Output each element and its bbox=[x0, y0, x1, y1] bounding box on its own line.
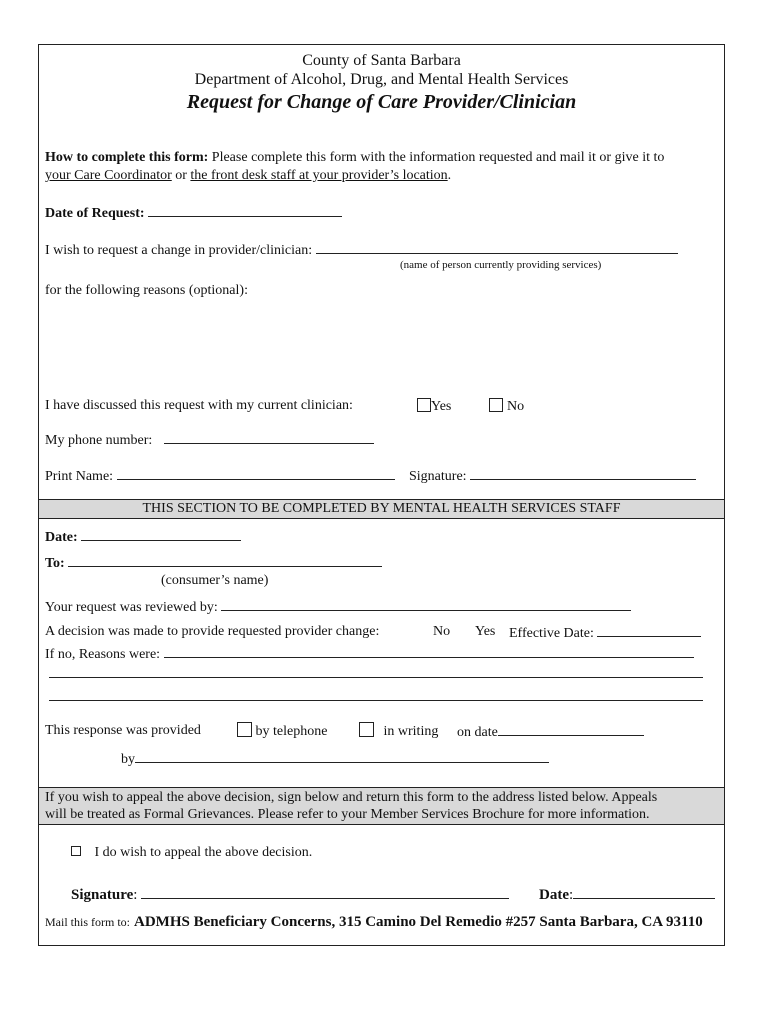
appeal-text-line-2: will be treated as Formal Grievances. Please refer to your Member Services Brochure for more information. bbox=[45, 807, 650, 822]
reviewed-label: Your request was reviewed by: bbox=[45, 600, 218, 615]
reasons-field[interactable] bbox=[45, 303, 715, 391]
consumer-name-hint: (consumer’s name) bbox=[161, 573, 269, 588]
current-provider-hint: (name of person currently providing services) bbox=[400, 259, 602, 271]
no-checkbox[interactable] bbox=[489, 398, 503, 412]
appeal-label: I do wish to appeal the above decision. bbox=[94, 845, 313, 860]
on-date-row bbox=[457, 723, 644, 741]
appeal-signature-label: Signature bbox=[71, 887, 134, 903]
instructions-line-1 bbox=[45, 150, 664, 166]
phone-field[interactable] bbox=[164, 431, 374, 444]
instructions-end: . bbox=[447, 168, 452, 183]
no-label: No bbox=[507, 399, 525, 414]
effective-date-row bbox=[509, 624, 701, 642]
by-row bbox=[121, 750, 549, 768]
county-name: County of Santa Barbara bbox=[302, 52, 461, 69]
date-of-request-label: Date of Request: bbox=[45, 206, 145, 221]
instructions-mid: or bbox=[171, 168, 191, 183]
staff-section-band bbox=[39, 499, 724, 519]
signature-field[interactable] bbox=[470, 467, 696, 480]
by-field[interactable] bbox=[135, 750, 549, 763]
telephone-checkbox[interactable] bbox=[237, 722, 252, 737]
no-reasons-field-1[interactable] bbox=[164, 645, 694, 658]
staff-to-label: To: bbox=[45, 556, 65, 571]
care-coordinator-link: your Care Coordinator bbox=[45, 168, 172, 183]
staff-section-heading: THIS SECTION TO BE COMPLETED BY MENTAL HEALTH SERVICES STAFF bbox=[142, 501, 621, 516]
consumer-name-field[interactable] bbox=[68, 554, 382, 567]
no-reasons-label: If no, Reasons were: bbox=[45, 647, 161, 662]
print-name-row bbox=[45, 467, 395, 485]
yes-label: Yes bbox=[431, 399, 452, 414]
date-of-request-field[interactable] bbox=[148, 204, 342, 217]
response-label: This response was provided bbox=[45, 723, 201, 738]
decision-no[interactable]: No bbox=[433, 624, 451, 639]
appeal-date-row: Date: bbox=[539, 886, 715, 904]
instructions-text: Please complete this form with the information requested and mail it or give it to bbox=[208, 150, 665, 165]
on-date-label: on date bbox=[457, 725, 498, 740]
no-reasons-field-2[interactable] bbox=[49, 665, 703, 678]
effective-date-field[interactable] bbox=[597, 624, 701, 637]
reasons-label: for the following reasons (optional): bbox=[45, 283, 248, 298]
appeal-checkbox[interactable] bbox=[71, 846, 81, 856]
mail-label: Mail this form to: bbox=[45, 915, 130, 929]
change-provider-row bbox=[45, 241, 678, 259]
change-provider-label: I wish to request a change in provider/clinician: bbox=[45, 243, 313, 258]
mail-address: ADMHS Beneficiary Concerns, 315 Camino Del Remedio #257 Santa Barbara, CA 93110 bbox=[134, 914, 703, 930]
appeal-date-field[interactable] bbox=[573, 886, 715, 899]
appeal-band bbox=[39, 787, 724, 825]
decision-yes[interactable]: Yes bbox=[475, 624, 496, 639]
staff-date-label: Date: bbox=[45, 530, 78, 545]
reviewed-by-field[interactable] bbox=[221, 598, 631, 611]
form-title: Request for Change of Care Provider/Clinician bbox=[186, 91, 577, 113]
by-label: by bbox=[121, 752, 135, 767]
staff-date-row bbox=[45, 528, 241, 546]
staff-date-field[interactable] bbox=[81, 528, 241, 541]
decision-label: A decision was made to provide requested provider change: bbox=[45, 624, 380, 639]
writing-checkbox[interactable] bbox=[359, 722, 374, 737]
discussed-yes-option[interactable] bbox=[417, 398, 451, 415]
no-reasons-field-3[interactable] bbox=[49, 688, 703, 701]
staff-to-row bbox=[45, 554, 382, 572]
on-date-field[interactable] bbox=[498, 723, 644, 736]
department-name: Department of Alcohol, Drug, and Mental Health Services bbox=[194, 71, 569, 88]
instructions-line-2 bbox=[45, 168, 451, 184]
writing-option[interactable] bbox=[359, 722, 438, 740]
appeal-date-label: Date bbox=[539, 887, 569, 903]
print-name-label: Print Name: bbox=[45, 469, 114, 484]
appeal-signature-field[interactable] bbox=[141, 886, 509, 899]
effective-date-label: Effective Date: bbox=[509, 626, 594, 641]
telephone-label: by telephone bbox=[255, 724, 328, 739]
phone-row bbox=[45, 431, 374, 449]
print-name-field[interactable] bbox=[117, 467, 395, 480]
instructions-label: How to complete this form: bbox=[45, 150, 209, 165]
writing-label: in writing bbox=[383, 724, 439, 739]
discussed-no-option[interactable] bbox=[489, 398, 524, 415]
yes-checkbox[interactable] bbox=[417, 398, 431, 412]
telephone-option[interactable] bbox=[237, 722, 327, 740]
signature-row bbox=[409, 467, 696, 485]
appeal-text-line-1: If you wish to appeal the above decision, sign below and return this form to the address listed below. Appeals bbox=[45, 790, 658, 805]
mail-row bbox=[45, 913, 703, 931]
appeal-option[interactable] bbox=[71, 845, 312, 861]
form-page bbox=[38, 44, 725, 946]
signature-label: Signature: bbox=[409, 469, 467, 484]
current-provider-field[interactable] bbox=[316, 241, 678, 254]
no-reasons-row bbox=[45, 645, 694, 663]
date-of-request-row bbox=[45, 204, 342, 222]
appeal-signature-row: Signature: bbox=[71, 886, 509, 904]
reviewed-row bbox=[45, 598, 631, 616]
discussed-label: I have discussed this request with my current clinician: bbox=[45, 398, 353, 413]
front-desk-link: the front desk staff at your provider’s location bbox=[190, 168, 448, 183]
phone-label: My phone number: bbox=[45, 433, 153, 448]
